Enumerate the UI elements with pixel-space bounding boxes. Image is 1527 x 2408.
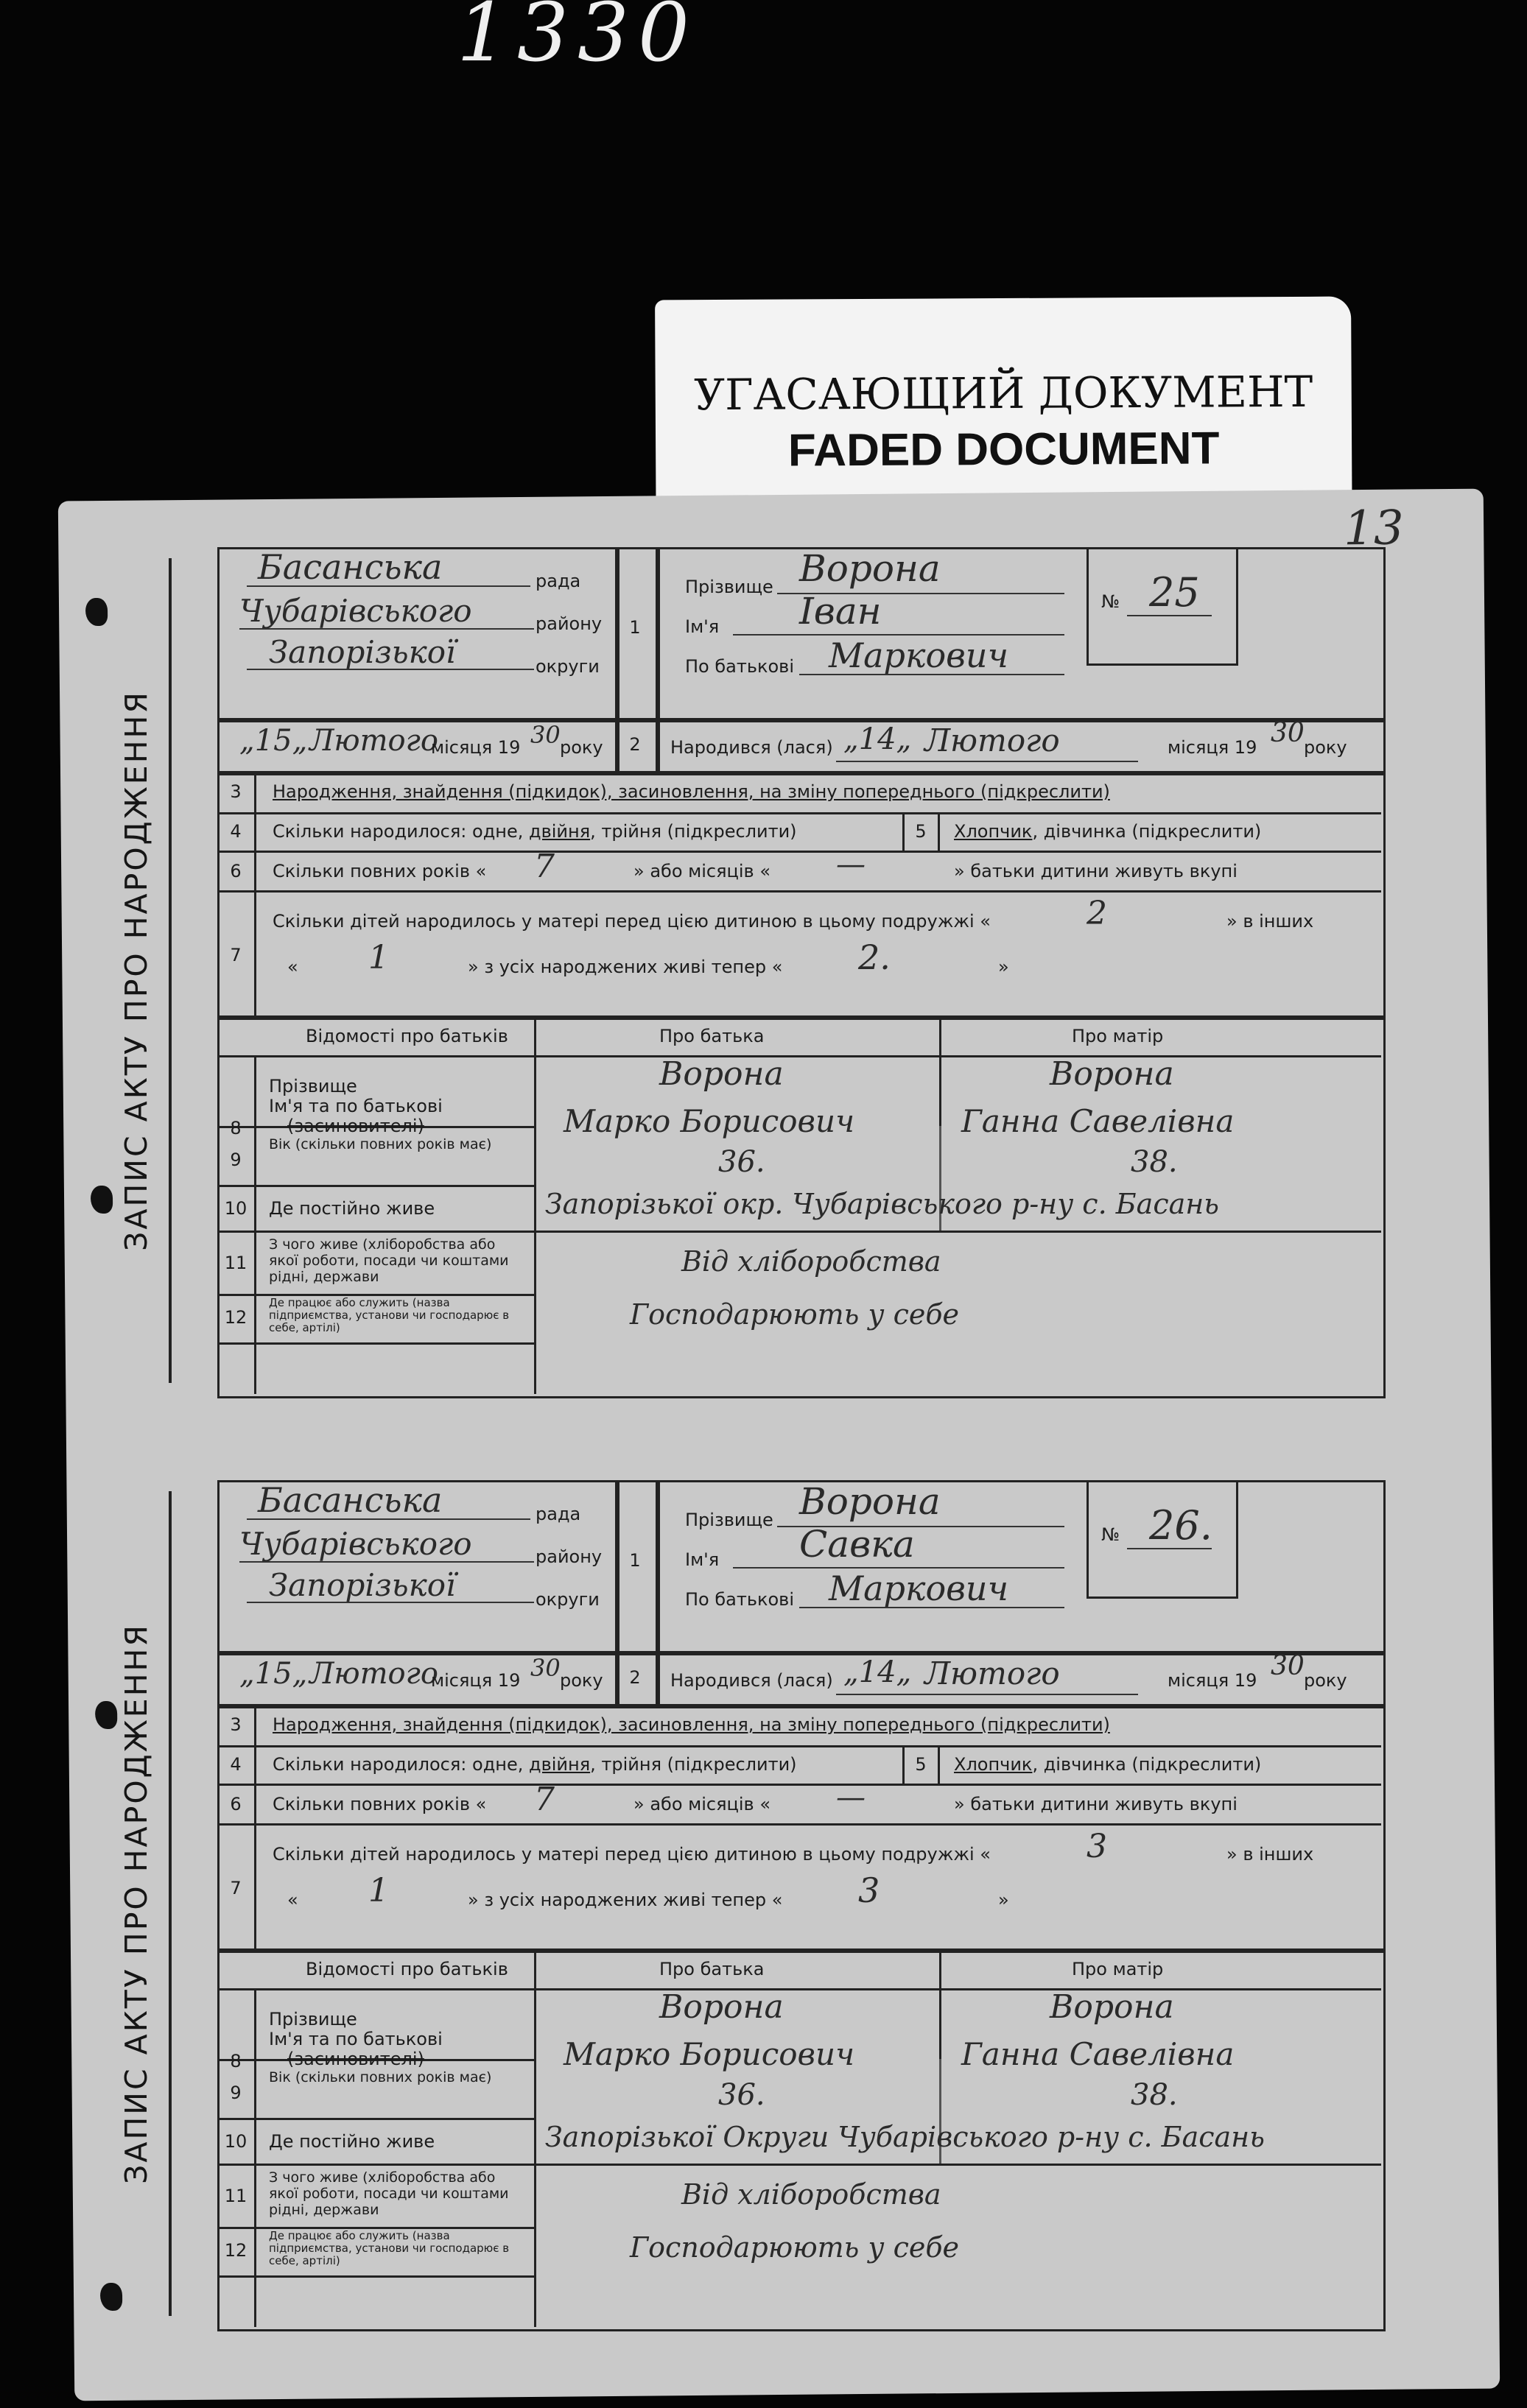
row-number-label: 12	[224, 1307, 248, 1328]
birth-type-text: Народження, знайдення (підкидок), засиновлення, на зміну попереднього (підкреслити)	[273, 781, 1110, 802]
record-number-value: 25	[1149, 569, 1200, 616]
parent-surname-label: Прізвище	[269, 1076, 357, 1096]
livelihood-value: Від хліборобства	[681, 2178, 941, 2211]
years-together-value: 7	[534, 1781, 555, 1818]
children-other-label: » в інших	[1226, 911, 1314, 932]
adopters-label: (засиновителі)	[287, 1116, 424, 1136]
children-this-marriage-value: 3	[1087, 1828, 1107, 1865]
row-number-label: 11	[224, 1253, 248, 1273]
reg-year-label: року	[560, 1670, 603, 1691]
children-this-marriage-value: 2	[1087, 895, 1107, 932]
born-month-label: місяця 19	[1168, 737, 1257, 758]
father-surname-value: Ворона	[659, 1055, 784, 1093]
okruha-value: Запорізької	[269, 1567, 456, 1603]
parents-together-text: » батьки дитини живуть вкупі	[954, 1794, 1238, 1814]
workplace-label: Де працює або служить (назва підприємства, установи чи господарює в себе, артілі)	[269, 2229, 510, 2267]
parent-name-label: Ім'я та по батькові	[269, 1096, 443, 1116]
surname-value: Ворона	[799, 547, 941, 590]
row-number-label: 4	[230, 1754, 242, 1775]
residence-label: Де постійно живе	[269, 2131, 435, 2152]
reg-year-value: 30	[530, 1654, 561, 1682]
months-together-label: » або місяців «	[633, 861, 770, 881]
punch-hole	[85, 598, 108, 626]
reg-year-label: року	[560, 737, 603, 758]
alive-now-label: » з усіх народжених живі тепер «	[468, 1890, 783, 1910]
parent-surname-label: Прізвище	[269, 2009, 357, 2029]
film-number: 1330	[457, 0, 698, 80]
name-label: Ім'я	[685, 616, 720, 637]
row-number-label: 10	[224, 2131, 248, 2152]
row-number-label: 1	[629, 617, 641, 638]
children-before-label: Скільки дітей народилось у матері перед цією дитиною в цьому подружжі «	[273, 911, 991, 932]
row-number-label: 6	[230, 1794, 242, 1814]
multiplicity-text: Скільки народилося: одне, двійня, трійня (підкреслити)	[273, 821, 797, 842]
punch-hole	[100, 2283, 122, 2311]
children-before-label: Скільки дітей народилось у матері перед цією дитиною в цьому подружжі «	[273, 1844, 991, 1865]
patronymic-value: Маркович	[829, 636, 1009, 675]
record-number-label: №	[1101, 1524, 1120, 1545]
reg-month-value: Лютого	[309, 1657, 438, 1691]
born-month-value: Лютого	[924, 1655, 1060, 1691]
alive-now-value: 3	[858, 1870, 880, 1910]
residence-value: Запорізької окр. Чубарівського р-ну с. Басань	[545, 1188, 1219, 1220]
father-age-value: 36.	[718, 2078, 765, 2112]
children-other-label: » в інших	[1226, 1844, 1314, 1865]
father-name-value: Марко Борисович	[564, 2036, 855, 2072]
surname-label: Прізвище	[685, 577, 773, 597]
birth-record-2: ЗАПИС АКТУ ПРО НАРОДЖЕННЯ Басанська рада Чубарівського району Запорізької округи „15„ Лютого місяця 19 30 року 1 Прізвище Ворона Ім'я Савка По батькові Маркович № 26. 2 Народився (лася) „14„ Лютого місяця 19 30 року 3 Народження, знайдення (підкидок), засиновлення, на зміну попереднього (підкреслити) 4 Скільки народилося: одне, двійня, трійня (підкреслити) 5 Хлопчик, дівчинка (підкреслити) 6 Скільки повних років « 7 » або місяців « — » батьки дитини живуть вкупі 7 Скільки дітей народилось у матері перед цією дитиною в цьому подружжі « 3 » в інших « 1 » з усіх народжених живі тепер « 3 » Відомості про батьків Про батька Про матір 8 Прізвище Ім'я та по батькові (засиновителі) Ворона Марко Борисович Ворона Ганна Савелівна 9 Вік (скільки повних років має) 36. 38. 10 Де постійно живе Запорізької Округи Чубарівського р-ну с. Басань 11 З чого живе (хліборобства або якої роботи, посади чи коштами рідні, держави Від хліборобства 12 Де працює або служить (назва підприємства, установи чи господарює в себе, артілі) Господарюють у себе	[217, 1480, 1381, 2327]
birth-record-1: ЗАПИС АКТУ ПРО НАРОДЖЕННЯ Басанська рада Чубарівського району Запорізької округи „15„ Лютого місяця 19 30 року 1 Прізвище Ворона Ім'я Іван По батькові Маркович № 25 2 Народився (лася) „14„ Лютого місяця 19 30 року 3 Народження, знайдення (підкидок), засиновлення, на зміну попереднього (підкреслити) 4 Скільки народилося: одне, двійня, трійня (підкреслити) 5 Хлопчик, дівчинка (підкреслити) 6 Скільки повних років « 7 » або місяців « — » батьки дитини живуть вкупі 7 Скільки дітей народилось у матері перед цією дитиною в цьому подружжі « 2 » в інших « 1 » з усіх народжених живі тепер « 2. » Відомості про батьків Про батька Про матір 8 Прізвище Ім'я та по батькові (засиновителі) Ворона Марко Борисович Ворона Ганна Савелівна 9 Вік (скільки повних років має) 36. 38. 10 Де постійно живе Запорізької окр. Чубарівського р-ну с. Басань 11 З чого живе (хліборобства або якої роботи, посади чи коштами рідні, держави Від хліборобства 12 Де працює або служить (назва підприємства, установи чи господарює в себе, артілі) Господарюють у себе	[217, 547, 1381, 1394]
workplace-value: Господарюють у себе	[630, 1298, 960, 1331]
mother-age-value: 38.	[1131, 2078, 1178, 2112]
row-number-label: 11	[224, 2186, 248, 2206]
faded-label-en: FADED DOCUMENT	[787, 423, 1220, 476]
row-number-label: 8	[230, 2051, 242, 2071]
rada-label: рада	[536, 571, 581, 591]
mother-name-value: Ганна Савелівна	[961, 2036, 1235, 2072]
surname-value: Ворона	[799, 1480, 941, 1523]
row-number-label: 2	[629, 1667, 641, 1688]
parents-together-text: » батьки дитини живуть вкупі	[954, 861, 1238, 881]
okruha-label: округи	[536, 1589, 600, 1610]
reg-day-value: „15„	[239, 1657, 308, 1691]
reg-month-value: Лютого	[309, 724, 438, 758]
years-together-label: Скільки повних років «	[273, 1794, 487, 1814]
reg-year-value: 30	[530, 721, 561, 749]
row-number-label: 12	[224, 2240, 248, 2261]
parents-header: Відомості про батьків	[306, 1959, 508, 1979]
row-number-label: 9	[230, 1150, 242, 1170]
quote-open: «	[287, 1890, 298, 1910]
parent-name-label: Ім'я та по батькові	[269, 2029, 443, 2049]
patronymic-label: По батькові	[685, 1589, 794, 1610]
surname-label: Прізвище	[685, 1510, 773, 1530]
born-year-label: року	[1304, 737, 1347, 758]
born-label: Народився (лася)	[670, 1670, 833, 1691]
birth-details-box	[217, 771, 1386, 1020]
born-month-value: Лютого	[924, 722, 1060, 758]
okruha-value: Запорізької	[269, 634, 456, 670]
mother-surname-value: Ворона	[1050, 1988, 1174, 2026]
okruha-label: округи	[536, 656, 600, 677]
row-number-label: 3	[230, 781, 242, 802]
quote-close: »	[998, 957, 1009, 977]
born-year-value: 30	[1271, 718, 1305, 748]
reg-month-label: місяця 19	[431, 737, 521, 758]
patronymic-label: По батькові	[685, 656, 794, 677]
years-together-value: 7	[534, 848, 555, 885]
livelihood-label: З чого живе (хліборобства або якої роботи, посади чи коштами рідні, держави	[269, 2169, 509, 2218]
row-number-label: 7	[230, 1878, 242, 1898]
name-label: Ім'я	[685, 1549, 720, 1570]
livelihood-value: Від хліборобства	[681, 1245, 941, 1278]
adopters-label: (засиновителі)	[287, 2049, 424, 2069]
record-number-value: 26.	[1149, 1502, 1212, 1549]
patronymic-value: Маркович	[829, 1569, 1009, 1608]
months-together-value: —	[836, 848, 866, 881]
rayon-value: Чубарівського	[239, 1526, 472, 1562]
alive-now-label: » з усіх народжених живі тепер «	[468, 957, 783, 977]
father-header: Про батька	[659, 1026, 765, 1046]
rayon-value: Чубарівського	[239, 593, 472, 629]
row-number-label: 6	[230, 861, 242, 881]
born-label: Народився (лася)	[670, 737, 833, 758]
reg-month-label: місяця 19	[431, 1670, 521, 1691]
born-day-value: „14„	[843, 722, 912, 756]
sex-text: Хлопчик, дівчинка (підкреслити)	[954, 821, 1262, 842]
quote-close: »	[998, 1890, 1009, 1910]
row-number-label: 5	[915, 1754, 927, 1775]
row-number-label: 3	[230, 1714, 242, 1735]
row-number-label: 9	[230, 2083, 242, 2103]
quote-open: «	[287, 957, 298, 977]
mother-header: Про матір	[1072, 1026, 1164, 1046]
row-number-label: 7	[230, 945, 242, 965]
rada-value: Басанська	[258, 547, 443, 587]
rada-label: рада	[536, 1504, 581, 1524]
row-number-label: 4	[230, 821, 242, 842]
page-number: 13	[1343, 501, 1404, 557]
months-together-value: —	[836, 1781, 866, 1814]
row-number-label: 2	[629, 734, 641, 755]
rayon-label: району	[536, 1546, 603, 1567]
parents-header: Відомості про батьків	[306, 1026, 508, 1046]
father-header: Про батька	[659, 1959, 765, 1979]
row-number-label: 5	[915, 821, 927, 842]
mother-header: Про матір	[1072, 1959, 1164, 1979]
name-value: Іван	[799, 590, 882, 633]
reg-day-value: „15„	[239, 724, 308, 758]
father-surname-value: Ворона	[659, 1988, 784, 2026]
multiplicity-text: Скільки народилося: одне, двійня, трійня (підкреслити)	[273, 1754, 797, 1775]
months-together-label: » або місяців «	[633, 1794, 770, 1814]
row-number-label: 10	[224, 1198, 248, 1219]
faded-label-ru: УГАСАЮЩИЙ ДОКУМЕНТ	[694, 366, 1313, 420]
birth-type-text: Народження, знайдення (підкидок), засиновлення, на зміну попереднього (підкреслити)	[273, 1714, 1110, 1735]
age-label: Вік (скільки повних років має)	[269, 1136, 492, 1152]
rada-value: Басанська	[258, 1480, 443, 1520]
alive-now-value: 2.	[858, 937, 891, 977]
years-together-label: Скільки повних років «	[273, 861, 487, 881]
workplace-label: Де працює або служить (назва підприємства, установи чи господарює в себе, артілі)	[269, 1296, 510, 1334]
residence-value: Запорізької Округи Чубарівського р-ну с. Басань	[545, 2121, 1265, 2153]
birth-details-box	[217, 1704, 1386, 1953]
mother-age-value: 38.	[1131, 1145, 1178, 1179]
children-other-value: 1	[368, 939, 389, 976]
children-other-value: 1	[368, 1872, 389, 1909]
father-name-value: Марко Борисович	[564, 1103, 855, 1139]
name-value: Савка	[799, 1523, 915, 1566]
father-age-value: 36.	[718, 1145, 765, 1179]
rayon-label: району	[536, 613, 603, 634]
born-day-value: „14„	[843, 1655, 912, 1689]
mother-surname-value: Ворона	[1050, 1055, 1174, 1093]
record-number-label: №	[1101, 591, 1120, 612]
row-number-label: 1	[629, 1550, 641, 1571]
residence-label: Де постійно живе	[269, 1198, 435, 1219]
sex-text: Хлопчик, дівчинка (підкреслити)	[954, 1754, 1262, 1775]
born-year-value: 30	[1271, 1651, 1305, 1681]
punch-hole	[91, 1186, 113, 1214]
born-year-label: року	[1304, 1670, 1347, 1691]
age-label: Вік (скільки повних років має)	[269, 2069, 492, 2085]
born-month-label: місяця 19	[1168, 1670, 1257, 1691]
workplace-value: Господарюють у себе	[630, 2231, 960, 2264]
row-number-label: 8	[230, 1118, 242, 1138]
livelihood-label: З чого живе (хліборобства або якої роботи, посади чи коштами рідні, держави	[269, 1236, 509, 1285]
punch-hole	[95, 1701, 117, 1729]
mother-name-value: Ганна Савелівна	[961, 1103, 1235, 1139]
